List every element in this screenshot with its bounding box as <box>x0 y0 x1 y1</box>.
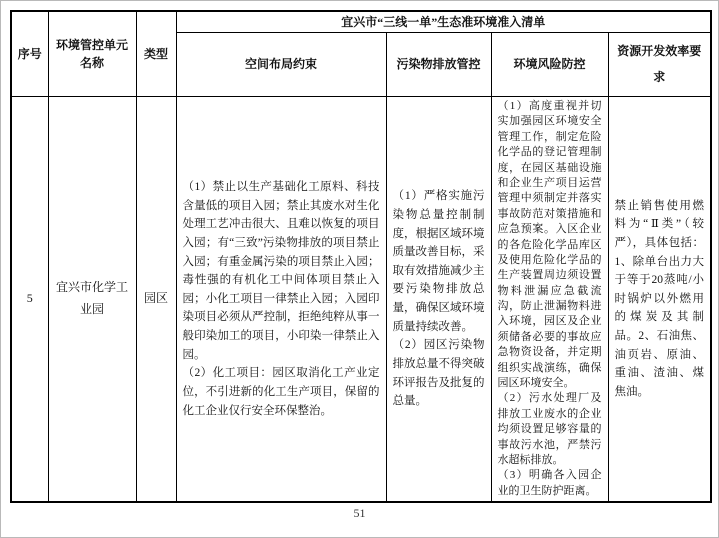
paragraph: （1）严格实施污染物总量控制制度，根据区域环境质量改善目标，采取有效措施减少主要污染物排放总量，确保区域环境质量持续改善。 <box>392 190 485 333</box>
cell-resource-efficiency <box>608 97 711 503</box>
paragraph: （1）高度重视并切实加强园区环境安全管理工作，制定危险化学品的登记管理制度，在园区基础设施和企业生产项目运营管理中须制定并落实事故防范对策措施和应急预案。入区企业的各危险化学品库区及使用危险化学品的生产装置周边须设置物料泄漏应急截流沟，防止泄漏物料进入环境，园区及企业须储备必要的事故应急物资设备，并定期组织实战演练，确保园区环境安全。 <box>497 100 602 390</box>
access-list-table <box>10 10 712 503</box>
header-spatial-layout: 空间布局约束 <box>176 33 386 97</box>
paragraph: （2）污水处理厂及排放工业废水的企业均须设置足够容量的事故污水池，严禁污水超标排放。 <box>497 392 602 466</box>
header-type: 类型 <box>136 11 176 97</box>
paragraph: （3）明确各入园企业的卫生防护距离。 <box>497 469 602 497</box>
header-env-risk: 环境风险防控 <box>491 33 608 97</box>
header-resource-efficiency: 资源开发效率要求 <box>608 33 711 97</box>
cell-pollutant-emission <box>386 97 491 503</box>
paragraph: 禁止销售使用燃料为“Ⅱ类”（较严），具体包括：1、除单台出力大于等于20蒸吨/小时锅炉以外燃用的煤炭及其制品。2、石油焦、油页岩、原油、重油、渣油、煤焦油。 <box>614 199 705 398</box>
paragraph: （2）化工项目：园区取消化工产业定位，不引进新的化工生产项目，保留的化工企业仅行安全环保整治。 <box>182 367 380 417</box>
paragraph: （2）园区污染物排放总量不得突破环评报告及批复的总量。 <box>392 339 485 408</box>
table-span-title: 宜兴市“三线一单”生态准环境准入清单 <box>176 11 711 33</box>
header-pollutant-emission: 污染物排放管控 <box>386 33 491 97</box>
header-row-title <box>11 11 711 33</box>
header-unit-name: 环境管控单元名称 <box>48 11 136 97</box>
cell-unit-name: 宜兴市化学工业园 <box>48 97 136 503</box>
cell-env-risk <box>491 97 608 503</box>
page-number: 51 <box>353 506 366 520</box>
cell-seq: 5 <box>11 97 48 503</box>
paragraph: （1）禁止以生产基础化工原料、科技含量低的项目入园；禁止其废水对生化处理工艺冲击很大、且难以恢复的项目入园；有“三致”污染物排放的项目禁止入园；有重金属污染的项目禁止入园；毒性强的有机化工中间体项目禁止入园；小化工项目一律禁止入园；入园印染项目必须从严控制，拒绝纯粹从事一般印染加工的项目，小印染一律禁止入园。 <box>182 181 380 361</box>
table-row <box>11 97 711 503</box>
cell-type: 园区 <box>136 97 176 503</box>
cell-spatial-layout <box>176 97 386 503</box>
header-seq: 序号 <box>11 11 48 97</box>
